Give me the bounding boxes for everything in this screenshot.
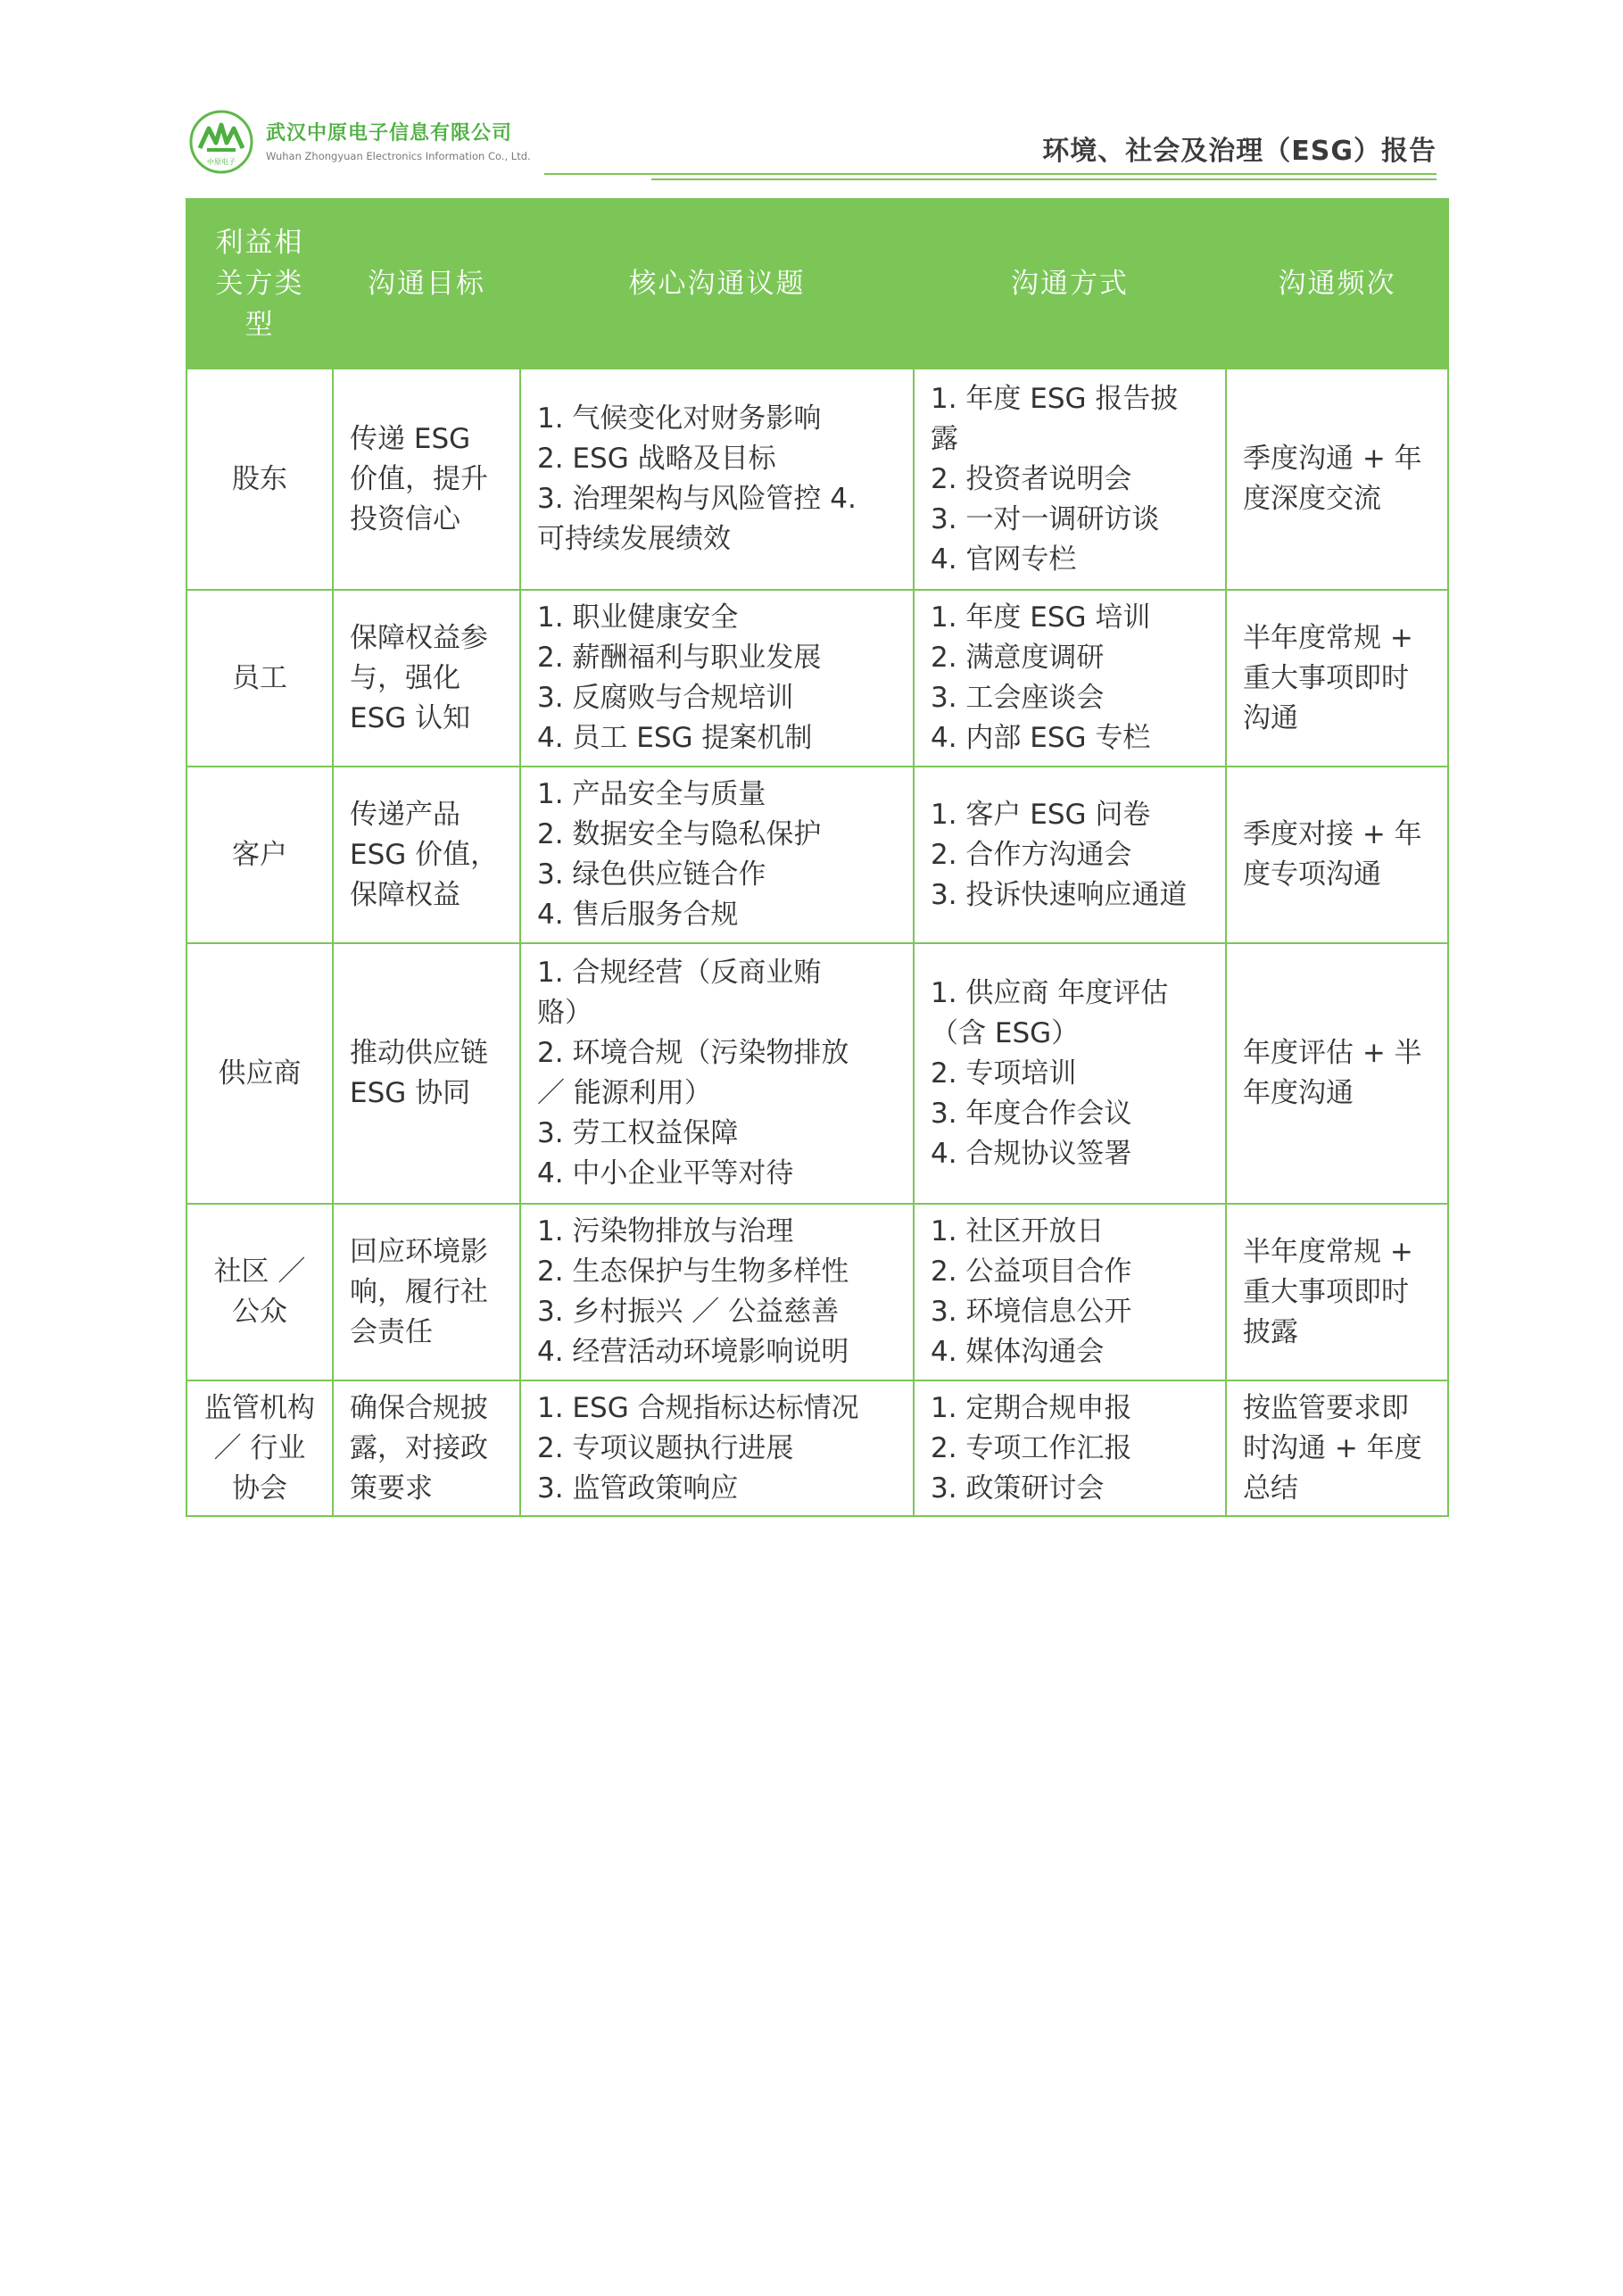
methods-cell: [914, 767, 1226, 943]
stakeholder-type-cell: 供应商: [186, 943, 333, 1204]
methods-cell: [914, 1204, 1226, 1380]
list-item: 1. 产品安全与质量: [537, 778, 766, 810]
list-item: 3. 工会座谈会: [931, 682, 1105, 714]
list-item: 4. 员工 ESG 提案机制: [537, 722, 813, 754]
methods-cell: [914, 590, 1226, 767]
list-item: 3. 一对一调研访谈: [931, 502, 1160, 535]
list-item: 1. 社区开放日: [931, 1215, 1105, 1247]
logo-text: 中原电子: [207, 158, 236, 166]
stakeholder-type-cell: 客户: [186, 767, 333, 943]
list-item: 1. 年度 ESG 报告披: [931, 382, 1179, 415]
list-item: 3. 治理架构与风险管控 4.: [537, 483, 857, 515]
stakeholder-communication-table: [186, 198, 1449, 1517]
list-item: 1. 污染物排放与治理: [537, 1215, 794, 1247]
list-item: 4. 官网专栏: [931, 543, 1077, 576]
header-divider: [544, 173, 1437, 175]
stakeholder-type-cell: 员工: [186, 590, 333, 767]
list-item: 2. 专项议题执行进展: [537, 1431, 794, 1464]
stakeholder-type-cell: 社区 ／ 公众: [186, 1204, 333, 1380]
list-item: 露: [931, 422, 958, 455]
list-item: 4. 合规协议签署: [931, 1137, 1132, 1170]
column-header-frequency: 沟通频次: [1226, 199, 1448, 369]
list-item: 3. 乡村振兴 ／ 公益慈善: [537, 1296, 840, 1328]
column-header-goal: 沟通目标: [333, 199, 520, 369]
list-item: 2. 数据安全与隐私保护: [537, 818, 822, 850]
list-item: 2. 投资者说明会: [931, 462, 1132, 495]
list-item: 3. 监管政策响应: [537, 1471, 739, 1504]
topics-cell: [520, 943, 914, 1204]
company-name-en: Wuhan Zhongyuan Electronics Information Co., Ltd.: [266, 150, 531, 162]
list-item: 2. 公益项目合作: [931, 1256, 1132, 1288]
column-header-topics: 核心沟通议题: [520, 199, 914, 369]
table-header-row: [186, 199, 1448, 369]
list-item: 1. 合规经营（反商业贿: [537, 957, 822, 989]
list-item: 1. 气候变化对财务影响: [537, 402, 822, 435]
list-item: 2. 专项培训: [931, 1057, 1077, 1090]
stakeholder-type-cell: 监管机构 ／ 行业协会: [186, 1380, 333, 1516]
column-header-methods: 沟通方式: [914, 199, 1226, 369]
list-item: 可持续发展绩效: [537, 523, 731, 555]
list-item: 2. 专项工作汇报: [931, 1431, 1132, 1464]
list-item: 4. 媒体沟通会: [931, 1336, 1105, 1368]
list-item: 2. 合作方沟通会: [931, 838, 1132, 871]
topics-cell: [520, 767, 914, 943]
report-title: 环境、社会及治理（ESG）报告: [1042, 136, 1437, 167]
table-row: [186, 1204, 1448, 1380]
table-row: [186, 369, 1448, 590]
company-name-cn: 武汉中原电子信息有限公司: [266, 122, 513, 145]
list-item: 3. 绿色供应链合作: [537, 858, 766, 891]
list-item: 2. 生态保护与生物多样性: [537, 1256, 849, 1288]
frequency-cell: 半年度常规 + 重大事项即时沟通: [1226, 590, 1448, 767]
goal-cell: 传递 ESG 价值，提升投资信心: [333, 369, 520, 590]
list-item: ／ 能源利用）: [537, 1077, 712, 1109]
table-row: [186, 590, 1448, 767]
list-item: 3. 环境信息公开: [931, 1296, 1132, 1328]
stakeholder-type-cell: 股东: [186, 369, 333, 590]
column-header-stakeholder-type: 利益相关方类型: [186, 199, 333, 369]
list-item: 1. 客户 ESG 问卷: [931, 798, 1151, 831]
methods-cell: [914, 369, 1226, 590]
topics-cell: [520, 1204, 914, 1380]
topics-cell: [520, 1380, 914, 1516]
list-item: 1. ESG 合规指标达标情况: [537, 1391, 859, 1424]
list-item: 2. 满意度调研: [931, 642, 1105, 674]
list-item: 3. 政策研讨会: [931, 1471, 1105, 1504]
list-item: 3. 投诉快速响应通道: [931, 878, 1188, 911]
goal-cell: 保障权益参与，强化 ESG 认知: [333, 590, 520, 767]
page-header: [187, 105, 1437, 187]
list-item: 赂）: [537, 997, 592, 1029]
frequency-cell: 年度评估 + 半年度沟通: [1226, 943, 1448, 1204]
table-row: [186, 767, 1448, 943]
methods-cell: [914, 943, 1226, 1204]
topics-cell: [520, 590, 914, 767]
frequency-cell: 半年度常规 + 重大事项即时披露: [1226, 1204, 1448, 1380]
frequency-cell: 按监管要求即时沟通 + 年度总结: [1226, 1380, 1448, 1516]
goal-cell: 确保合规披露，对接政策要求: [333, 1380, 520, 1516]
goal-cell: 传递产品 ESG 价值，保障权益: [333, 767, 520, 943]
list-item: 2. ESG 战略及目标: [537, 443, 776, 475]
frequency-cell: 季度沟通 + 年度深度交流: [1226, 369, 1448, 590]
list-item: 4. 内部 ESG 专栏: [931, 722, 1151, 754]
list-item: 1. 年度 ESG 培训: [931, 601, 1151, 634]
list-item: 2. 薪酬福利与职业发展: [537, 642, 822, 674]
table-row: [186, 943, 1448, 1204]
list-item: 3. 劳工权益保障: [537, 1117, 739, 1149]
list-item: 4. 中小企业平等对待: [537, 1157, 794, 1189]
list-item: 1. 供应商 年度评估: [931, 976, 1169, 1009]
list-item: 3. 反腐败与合规培训: [537, 682, 794, 714]
list-item: 3. 年度合作会议: [931, 1097, 1132, 1130]
list-item: 1. 职业健康安全: [537, 601, 739, 634]
list-item: 4. 经营活动环境影响说明: [537, 1336, 849, 1368]
header-divider-secondary: [651, 178, 1437, 180]
table-row: [186, 1380, 1448, 1516]
list-item: 4. 售后服务合规: [537, 899, 739, 931]
list-item: 1. 定期合规申报: [931, 1391, 1132, 1424]
methods-cell: [914, 1380, 1226, 1516]
goal-cell: 回应环境影响，履行社会责任: [333, 1204, 520, 1380]
list-item: （含 ESG）: [931, 1016, 1080, 1049]
list-item: 2. 环境合规（污染物排放: [537, 1037, 849, 1069]
goal-cell: 推动供应链 ESG 协同: [333, 943, 520, 1204]
frequency-cell: 季度对接 + 年度专项沟通: [1226, 767, 1448, 943]
topics-cell: [520, 369, 914, 590]
company-logo-icon: [187, 109, 255, 175]
